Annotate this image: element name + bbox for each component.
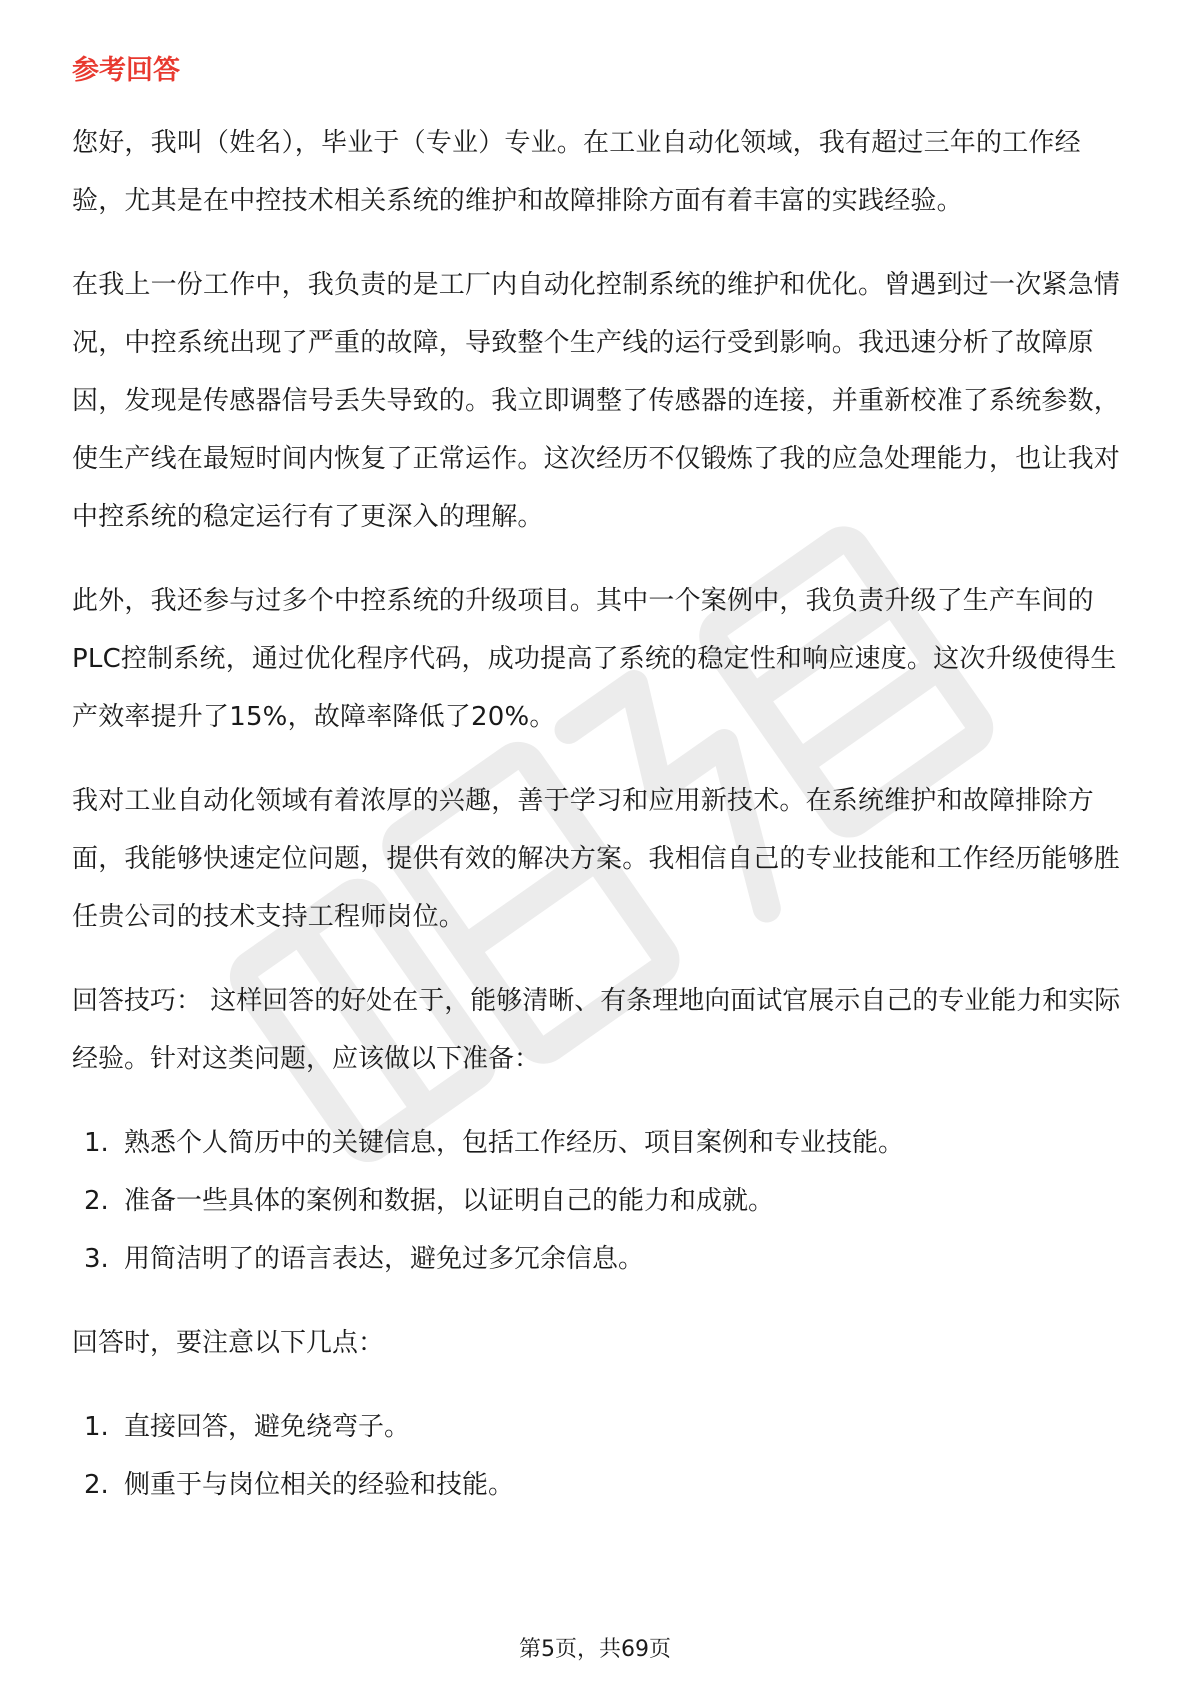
section-title: 参考回答 (72, 55, 180, 86)
answer-paragraph-2: 在我上一份工作中，我负责的是工厂内自动化控制系统的维护和优化。曾遇到过一次紧急情况，中控系统出现了严重的故障，导致整个生产线的运行受到影响。我迅速分析了故障原因，发现是传感器信号丢失导致的。我立即调整了传感器的连接，并重新校准了系统参数，使生产线在最短时间内恢复了正常运作。这次经历不仅锻炼了我的应急处理能力，也让我对中控系统的稳定运行有了更深入的理解。 (72, 270, 1121, 532)
list-text: 侧重于与岗位相关的经验和技能。 (124, 1470, 515, 1500)
list-number: 1. (84, 1128, 109, 1158)
list-item (72, 1230, 1122, 1288)
page-footer: 第5页，共69页 (519, 1637, 671, 1662)
answer-paragraph-4: 我对工业自动化领域有着浓厚的兴趣，善于学习和应用新技术。在系统维护和故障排除方面，我能够快速定位问题，提供有效的解决方案。我相信自己的专业技能和工作经历能够胜任贵公司的技术支持工程师岗位。 (72, 786, 1121, 932)
tips-paragraph: 回答技巧： 这样回答的好处在于，能够清晰、有条理地向面试官展示自己的专业能力和实际经验。针对这类问题，应该做以下准备： (72, 986, 1121, 1074)
list-number: 2. (84, 1186, 109, 1216)
list-text: 直接回答，避免绕弯子。 (124, 1412, 411, 1442)
notes-list (72, 1398, 1122, 1514)
list-number: 1. (84, 1412, 109, 1442)
tips-list (72, 1114, 1122, 1288)
list-text: 用简洁明了的语言表达，避免过多冗余信息。 (124, 1244, 645, 1274)
list-number: 2. (84, 1470, 109, 1500)
answer-paragraph-3: 此外，我还参与过多个中控系统的升级项目。其中一个案例中，我负责升级了生产车间的PLC控制系统，通过优化程序代码，成功提高了系统的稳定性和响应速度。这次升级使得生产效率提升了15%，故障率降低了20%。 (72, 586, 1117, 732)
document-page (72, 48, 1122, 1540)
list-text: 熟悉个人简历中的关键信息，包括工作经历、项目案例和专业技能。 (124, 1128, 905, 1158)
list-text: 准备一些具体的案例和数据，以证明自己的能力和成就。 (124, 1186, 775, 1216)
list-item (72, 1456, 1122, 1514)
list-number: 3. (84, 1244, 109, 1274)
notes-paragraph: 回答时，要注意以下几点： (72, 1328, 385, 1358)
list-item (72, 1398, 1122, 1456)
answer-paragraph-1: 您好，我叫（姓名），毕业于（专业）专业。在工业自动化领域，我有超过三年的工作经验，尤其是在中控技术相关系统的维护和故障排除方面有着丰富的实践经验。 (72, 128, 1081, 216)
list-item (72, 1114, 1122, 1172)
list-item (72, 1172, 1122, 1230)
